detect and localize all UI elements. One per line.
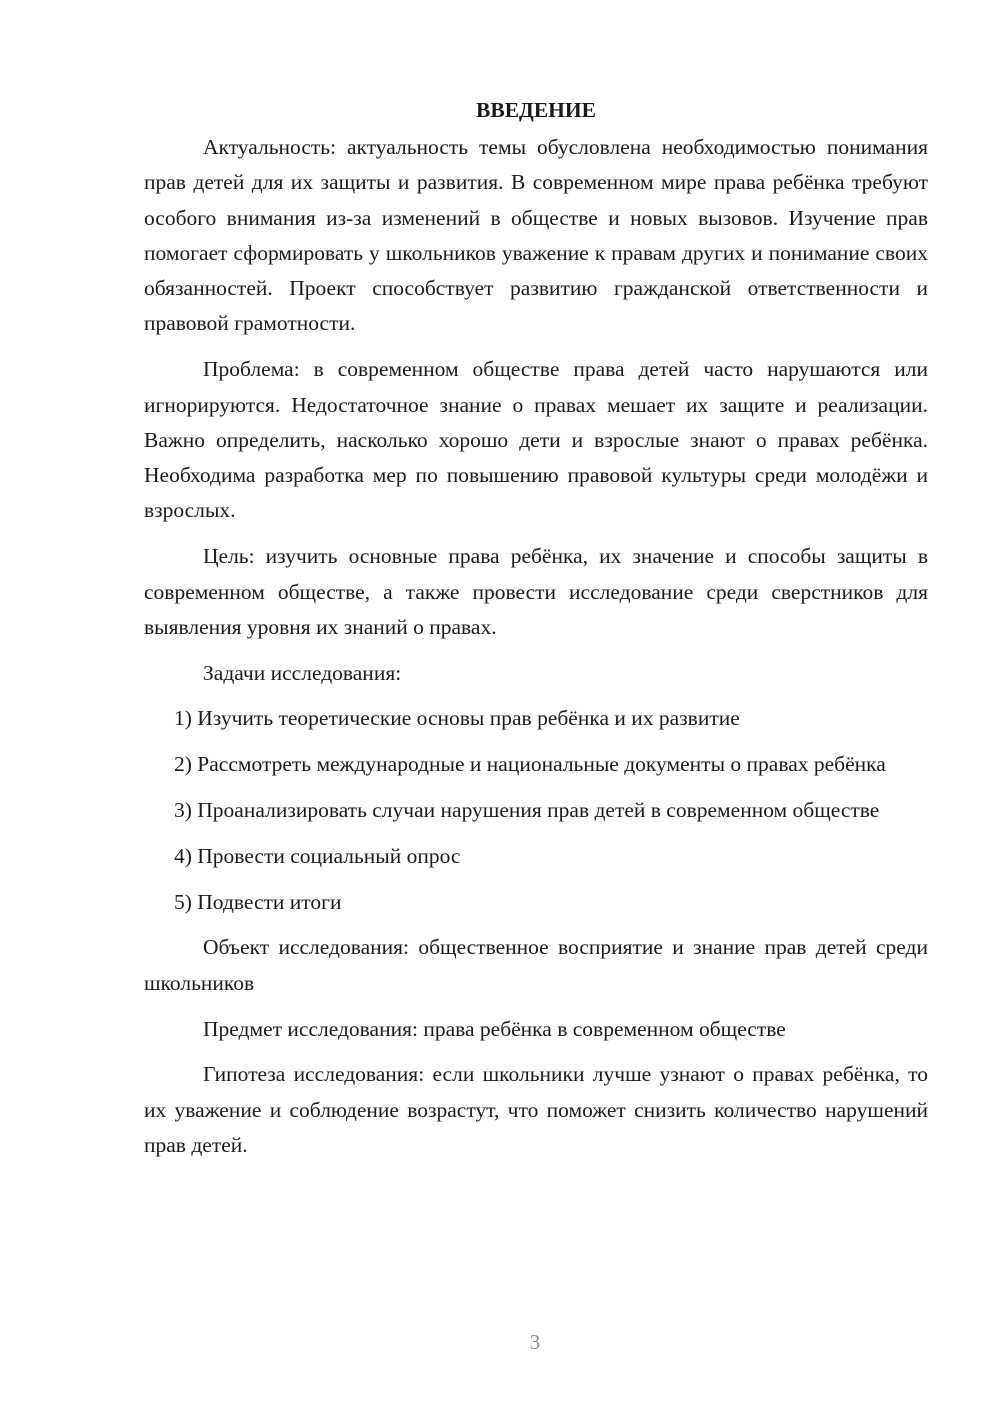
hypothesis-paragraph: Гипотеза исследования: если школьники лучше узнают о правах ребёнка, то их уважение и соблюдение возрастут, что поможет снизить количество нарушений прав детей. bbox=[144, 1062, 928, 1157]
subject-paragraph: Предмет исследования: права ребёнка в современном обществе bbox=[203, 1016, 786, 1041]
task-item-2: 2) Рассмотреть международные и национальные документы о правах ребёнка bbox=[174, 752, 886, 777]
object-paragraph: Объект исследования: общественное восприятие и знание прав детей среди школьников bbox=[144, 935, 928, 995]
task-item-4: 4) Провести социальный опрос bbox=[174, 843, 461, 868]
tasks-list bbox=[144, 701, 928, 919]
task-item-1: 1) Изучить теоретические основы прав ребёнка и их развитие bbox=[174, 706, 740, 731]
task-item-5: 5) Подвести итоги bbox=[174, 889, 342, 914]
tasks-heading: Задачи исследования: bbox=[203, 660, 402, 685]
problem-paragraph: Проблема: в современном обществе права детей часто нарушаются или игнорируются. Недостаточное знание о правах мешает их защите и реализации. Важно определить, насколько хорошо дети и взрослые знают о правах ребёнка. Необходима разработка мер по повышению правовой культуры среди молодёжи и взрослых. bbox=[144, 357, 928, 523]
page-number: 3 bbox=[529, 1330, 541, 1354]
relevance-paragraph: Актуальность: актуальность темы обусловлена необходимостью понимания прав детей для их защиты и развития. В современном мире права ребёнка требуют особого внимания из-за изменений в обществе и новых вызовов. Изучение прав помогает сформировать у школьников уважение к правам других и понимание своих обязанностей. Проект способствует развитию гражданской ответственности и правовой грамотности. bbox=[144, 135, 928, 336]
goal-paragraph: Цель: изучить основные права ребёнка, их значение и способы защиты в современном обществе, а также провести исследование среди сверстников для выявления уровня их знаний о правах. bbox=[144, 544, 928, 639]
task-item-3: 3) Проанализировать случаи нарушения прав детей в современном обществе bbox=[174, 798, 880, 823]
page-title: ВВЕДЕНИЕ bbox=[476, 98, 596, 122]
document-page bbox=[144, 92, 928, 1174]
